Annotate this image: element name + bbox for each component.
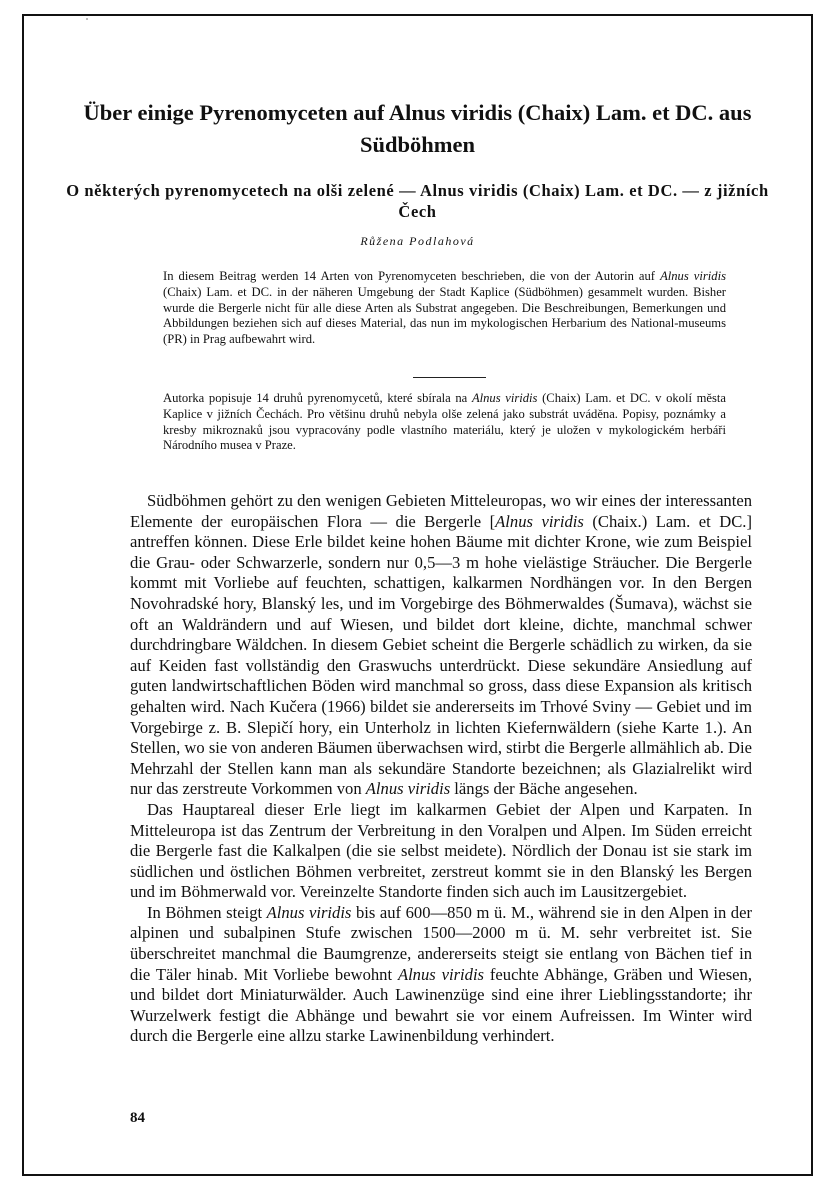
p1-text-b: (Chaix.) Lam. et DC.] antreffen können. Diese Erle bildet keine hohen Bäume mit dichter Krone, wie zum Beispiel die Grau- oder Schwarzerle, sondern nur 0,5—3 m hohe vielästige Sträucher. Die Bergerle kommt mit Vorliebe auf feuchten, schattigen, kalkarmen Nordhängen vor. In den Bergen Novohradské hory, Blanský les, und im Vorgebirge des Böhmerwaldes (Šumava), wächst sie oft an Waldrändern und auf Wiesen, und bildet dort kleine, dichte, manchmal schwer durchdringbare Wäldchen. In diesem Gebiet scheint die Bergerle schädlich zu wirken, da sie auf Keiden fast vollständig den Graswuchs unterdrückt. Diese sekundäre Ansiedlung auf guten landwirtschaftlichen Böden wird manchmal so gross, dass diese Expansion als kritisch gehalten wird. Nach Kučera (1966) bildet sie andererseits im Trhové Sviny — Gebiet und im Vorgebirge z. B. Slepičí hory, ein Unterholz in lichten Kiefernwäldern (siehe Karte 1.). An Stellen, wo sie von anderen Bäumen überwachsen wird, stirbt die Bergerle allmählich ab. Die Mehrzahl der Stellen kann man als sekundäre Standorte bezeichnen; als Glazialrelikt wird nur das zerstreute Vorkommen von	[130, 511, 752, 799]
scan-speck	[86, 18, 88, 20]
abstract-czech	[163, 391, 726, 454]
species-name: Alnus viridis	[660, 269, 726, 283]
author-name: Růžena Podlahová	[360, 234, 475, 248]
abstract-german-text-b: (Chaix) Lam. et DC. in der näheren Umgebung der Stadt Kaplice (Südböhmen) gesammelt wurden. Bisher wurde die Bergerle nicht für alle diese Arten als Substrat angegeben. Die Beschreibungen, Bemerkungen und Abbildungen beziehen sich auf dieses Material, das nun im mykologischen Herbarium des National-museums (PR) in Prag aufbewahrt wird.	[163, 284, 726, 347]
p1-text-c: längs der Bäche angesehen.	[450, 779, 638, 799]
species-name: Alnus viridis	[266, 902, 352, 922]
species-name: Alnus viridis	[471, 391, 538, 405]
abstract-german	[163, 269, 726, 348]
article-title: Über einige Pyrenomyceten auf Alnus viridis (Chaix) Lam. et DC. aus Südböhmen	[83, 100, 752, 157]
p3-text-a: In Böhmen steigt	[147, 902, 267, 922]
body-paragraph-3	[130, 903, 752, 1047]
body-paragraph-1	[130, 491, 752, 800]
p3-text-c: feuchte Abhänge, Gräben und Wiesen, und bildet dort Miniaturwälder. Auch Lawinenzüge sind eine ihrer Lieblingsstandorte; ihr Wurzelwerk festigt die Abhänge und bewahrt sie vor einem Aufreissen. Im Winter wird durch die Bergerle eine allzu starke Lawinenbildung verhindert.	[130, 964, 752, 1046]
section-divider	[413, 377, 486, 378]
page-number: 84	[130, 1110, 145, 1126]
abstract-czech-text-b: (Chaix) Lam. et DC. v okolí města Kaplice v jižních Čechách. Pro většinu druhů nebyla olše zelená jako substrát uváděna. Popisy, poznámky a kresby mikroznaků jsou vypracovány podle vlastního materiálu, který je uložen v mykologickém herbáři Národního musea v Praze.	[163, 391, 727, 453]
body-text	[130, 491, 752, 1047]
abstract-czech-text-a: Autorka popisuje 14 druhů pyrenomycetů, které sbírala na	[163, 391, 472, 405]
abstract-german-text-a: In diesem Beitrag werden 14 Arten von Pyrenomyceten beschrieben, die von der Autorin auf	[163, 269, 661, 283]
body-paragraph-2: Das Hauptareal dieser Erle liegt im kalkarmen Gebiet der Alpen und Karpaten. In Mitteleuropa ist das Zentrum der Verbreitung in den Voralpen und Alpen. Im Süden erreicht die Bergerle fast die Kalkalpen (die sie selbst meidete). Nördlich der Donau ist sie stark im südlichen und östlichen Böhmen verbreitet, zerstreut kommt sie in den Blanský les Bergen und im Böhmerwald vor. Vereinzelte Standorte finden sich auch im Lausitzergebiet.	[130, 799, 752, 902]
species-name: Alnus viridis	[397, 964, 485, 984]
p3-text-b: bis auf 600—850 m ü. M., während sie in den Alpen in der alpinen und subalpinen Stufe zwischen 1500—2000 m ü. M. sehr verbreitet ist. Sie überschreitet manchmal die Baumgrenze, andererseits steigt sie entlang von Bächen tief in die Täler hinab. Mit Vorliebe bewohnt	[130, 902, 752, 984]
species-name: Alnus viridis	[495, 511, 584, 531]
article-subtitle: O některých pyrenomycetech na olši zelené — Alnus viridis (Chaix) Lam. et DC. — z jižních Čech	[66, 181, 769, 221]
p1-text-a: Südböhmen gehört zu den wenigen Gebieten Mitteleuropas, wo wir eines der interessanten Elemente der europäischen Flora — die Bergerle [	[130, 491, 752, 531]
species-name: Alnus viridis	[365, 779, 451, 799]
